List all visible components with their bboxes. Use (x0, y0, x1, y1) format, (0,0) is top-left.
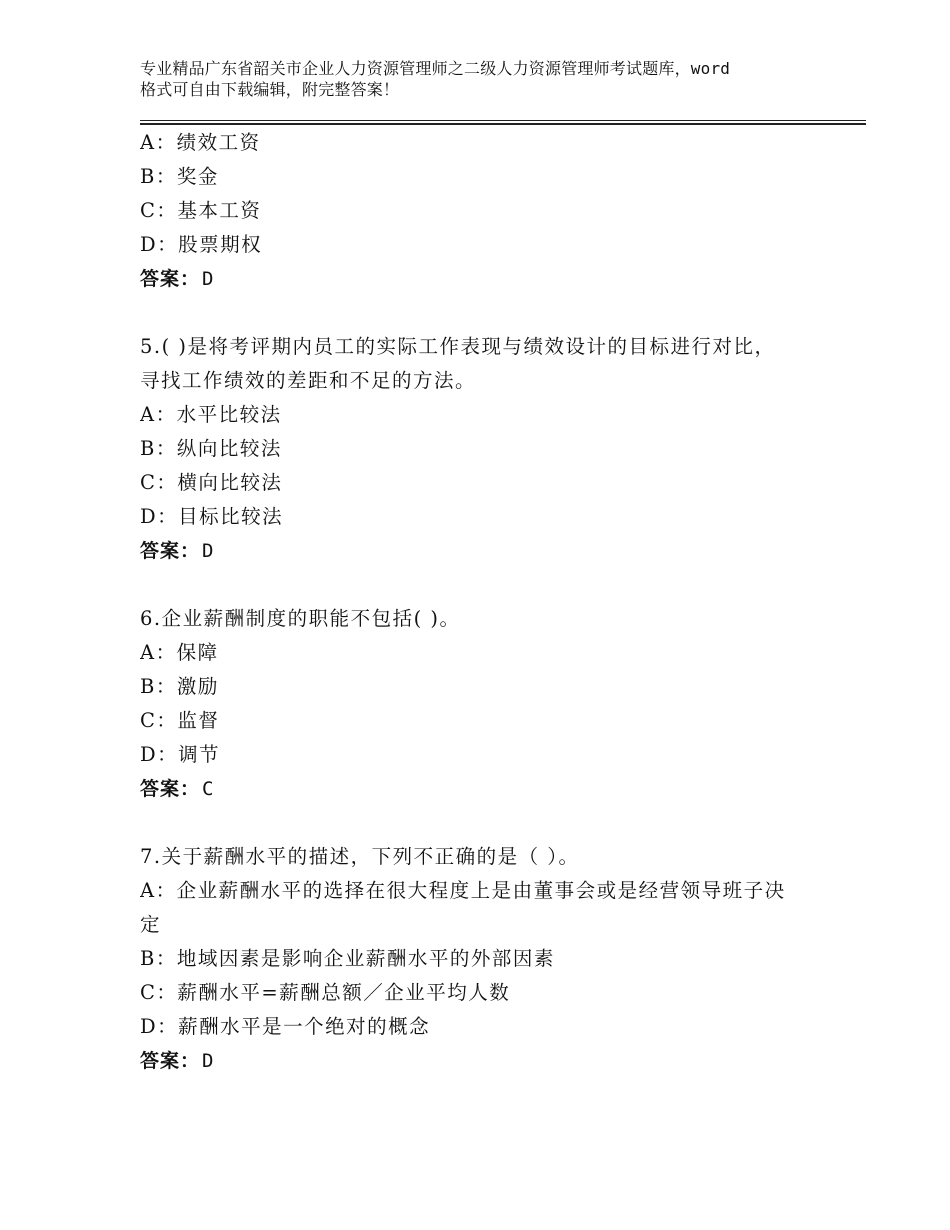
option-c: C：基本工资 (140, 199, 262, 222)
answer-line (140, 1044, 830, 1078)
question-stem-line-1: 5.( )是将考评期内员工的实际工作表现与绩效设计的目标进行对比， (140, 335, 776, 358)
answer-value: D (202, 268, 215, 290)
option-a: A：水平比较法 (140, 403, 282, 426)
question-7 (140, 840, 830, 1078)
option-b: B：地域因素是影响企业薪酬水平的外部因素 (140, 947, 555, 970)
question-list (140, 126, 830, 1078)
header-rule-thin (140, 120, 866, 121)
answer-label: 答案： (140, 1050, 201, 1072)
option-c: C：横向比较法 (140, 471, 283, 494)
answer-line (140, 534, 830, 568)
option-a: A：绩效工资 (140, 131, 261, 154)
option-d: D：调节 (140, 743, 221, 766)
question-stem-line-2: 寻找工作绩效的差距和不足的方法。 (140, 369, 477, 392)
answer-label: 答案： (140, 778, 201, 800)
option-a: A：保障 (140, 641, 219, 664)
spacer (140, 806, 830, 840)
spacer (140, 296, 830, 330)
option-c: C：监督 (140, 709, 220, 732)
question-4 (140, 126, 830, 296)
header-line-1: 专业精品广东省韶关市企业人力资源管理师之二级人力资源管理师考试题库，word (140, 59, 731, 78)
header-line-2: 格式可自由下载编辑，附完整答案！ (140, 80, 400, 99)
option-b: B：奖金 (140, 165, 219, 188)
option-b: B：激励 (140, 675, 219, 698)
question-stem: 7.关于薪酬水平的描述，下列不正确的是（ ）。 (140, 845, 580, 868)
option-d: D：薪酬水平是一个绝对的概念 (140, 1015, 431, 1038)
page-header (140, 58, 830, 100)
header-rule-thick (140, 123, 866, 125)
question-5 (140, 330, 830, 568)
answer-value: D (202, 1050, 215, 1072)
question-stem: 6.企业薪酬制度的职能不包括( )。 (140, 607, 461, 630)
option-d: D：目标比较法 (140, 505, 284, 528)
answer-value: D (202, 540, 215, 562)
option-a-line-1: A：企业薪酬水平的选择在很大程度上是由董事会或是经营领导班子决 (140, 879, 786, 902)
answer-line (140, 262, 830, 296)
option-a-line-2: 定 (140, 913, 162, 936)
option-b: B：纵向比较法 (140, 437, 282, 460)
option-d: D：股票期权 (140, 233, 263, 256)
answer-label: 答案： (140, 540, 201, 562)
option-c: C：薪酬水平=薪酬总额／企业平均人数 (140, 981, 511, 1004)
question-6 (140, 602, 830, 806)
answer-value: C (202, 778, 215, 800)
spacer (140, 568, 830, 602)
answer-line (140, 772, 830, 806)
answer-label: 答案： (140, 268, 201, 290)
